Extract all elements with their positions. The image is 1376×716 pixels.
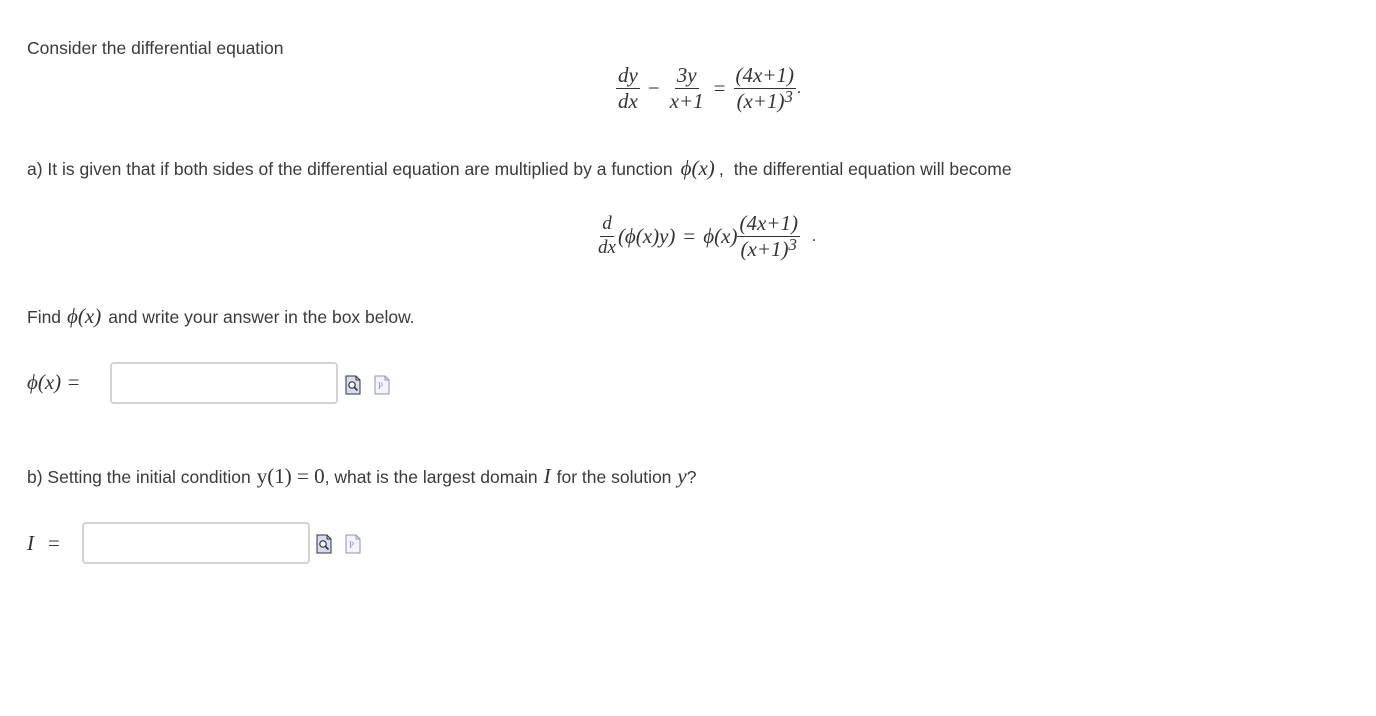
part-b-text: [27, 464, 696, 489]
find-phi: ϕ(x): [67, 304, 102, 328]
find-text-before: Find: [27, 307, 62, 327]
part-a-phi: ϕ(x): [680, 156, 715, 180]
equation-period: .: [797, 79, 801, 97]
rhs-denominator-2: [739, 237, 799, 261]
rhs-numerator: (4x+1): [734, 64, 796, 89]
phi-factor: ϕ(x): [703, 224, 738, 249]
svg-text:P: P: [378, 381, 384, 391]
domain-label-equals: =: [48, 531, 60, 555]
part-b-text-4: ?: [686, 467, 697, 487]
d-numerator: d: [600, 214, 614, 237]
3y-fraction: [668, 64, 706, 113]
solution-var: y: [677, 464, 687, 488]
x1-denominator: x+1: [669, 89, 704, 114]
intro-text: Consider the differential equation: [27, 38, 284, 58]
equals-sign-2: =: [683, 224, 696, 249]
part-b-text-2: , what is the largest domain: [324, 467, 538, 487]
rhs-denominator-base: (x+1): [736, 89, 785, 114]
dy-dx-fraction: [616, 64, 640, 113]
domain-var: I: [543, 464, 551, 488]
rhs-fraction-2: [737, 212, 799, 261]
part-a-comma: ,: [718, 159, 724, 179]
phi-answer-input[interactable]: [110, 362, 338, 404]
part-b-text-1: b) Setting the initial condition: [27, 467, 251, 487]
rhs-numerator-2: (4x+1): [737, 212, 799, 237]
equals-sign: =: [713, 76, 726, 101]
part-a-text: [27, 156, 1012, 181]
dx-denominator: dx: [618, 89, 638, 114]
phi-answer-label: ϕ(x) =: [27, 370, 81, 394]
equation-period-2: .: [811, 227, 816, 245]
dy-numerator: dy: [616, 64, 640, 89]
part-a-text-after: the differential equation will become: [733, 159, 1012, 179]
d-dx-operator: [596, 214, 618, 259]
rhs-denominator: [735, 89, 795, 113]
domain-label-var: I: [27, 531, 34, 555]
transformed-equation: [596, 212, 816, 261]
preview-icon-b[interactable]: [316, 534, 332, 554]
3y-numerator: 3y: [675, 64, 699, 89]
part-a-text-before: a) It is given that if both sides of the differential equation are multiplied by a function: [27, 159, 673, 179]
find-text-after: and write your answer in the box below.: [108, 307, 415, 327]
initial-condition-expr: y(1) = 0: [256, 464, 325, 488]
rhs-denominator-base-2: (x+1): [740, 237, 789, 262]
rhs-denominator-exponent: 3: [784, 87, 793, 107]
rhs-denominator-exponent-2: 3: [788, 235, 797, 255]
preview-icon[interactable]: [345, 375, 361, 395]
phi-y-product: (ϕ(x)y): [617, 224, 676, 249]
initial-condition: [257, 464, 325, 489]
equation-editor-icon[interactable]: [374, 375, 390, 395]
minus-sign: −: [647, 76, 660, 101]
equation-editor-icon-b[interactable]: [345, 534, 361, 554]
svg-text:P: P: [349, 540, 355, 550]
dx-denominator-2: dx: [598, 237, 616, 259]
rhs-fraction: [734, 64, 796, 113]
differential-equation: [616, 64, 801, 113]
part-b-text-3: for the solution: [556, 467, 672, 487]
domain-answer-label: [27, 531, 60, 556]
domain-answer-input[interactable]: [82, 522, 310, 564]
find-instruction: [27, 304, 415, 329]
